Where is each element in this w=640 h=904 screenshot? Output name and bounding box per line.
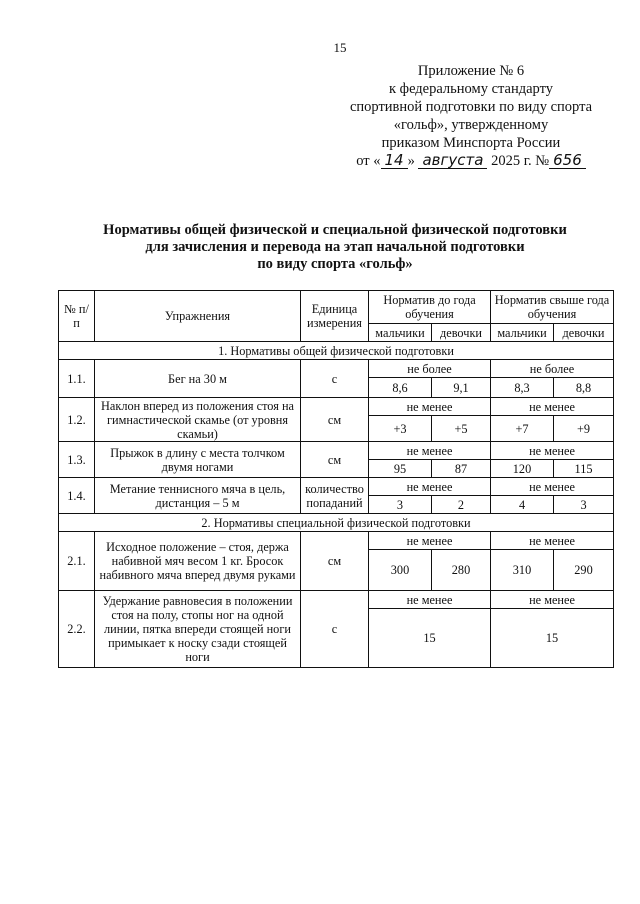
row-condition-1: не менее (369, 442, 491, 460)
appendix-line-3: спортивной подготовки по виду спорта (349, 99, 593, 115)
value-boys-2: 120 (491, 460, 554, 478)
handwritten-day: 14 (381, 152, 408, 169)
row-condition-2: не менее (491, 532, 614, 550)
section-2-heading: 2. Нормативы специальной физической подготовки (59, 514, 614, 532)
value-girls-2: 115 (554, 460, 614, 478)
row-unit: см (301, 532, 369, 591)
row-num: 1.4. (59, 478, 95, 514)
value-boys-2: +7 (491, 416, 554, 442)
row-num: 2.2. (59, 591, 95, 668)
value-boys-1: 3 (369, 496, 432, 514)
document-title (60, 222, 610, 273)
value-boys-2: 310 (491, 550, 554, 591)
header-exercise: Упражнения (95, 291, 301, 342)
header-num: № п/п (59, 291, 95, 342)
value-boys-1: 300 (369, 550, 432, 591)
handwritten-order-number: 656 (549, 152, 586, 169)
row-condition-1: не менее (369, 398, 491, 416)
value-girls-1: 9,1 (432, 378, 491, 398)
value-boys-2: 4 (491, 496, 554, 514)
row-condition-1: не менее (369, 532, 491, 550)
row-num: 1.2. (59, 398, 95, 442)
value-girls-1: 280 (432, 550, 491, 591)
row-unit: см (301, 442, 369, 478)
header-unit: Единица измерения (301, 291, 369, 342)
appendix-line-2: к федеральному стандарту (389, 81, 553, 97)
value-girls-1: 87 (432, 460, 491, 478)
handwritten-month: августа (418, 152, 487, 169)
value-girls-2: 3 (554, 496, 614, 514)
row-condition-2: не менее (491, 398, 614, 416)
value-merged-1: 15 (369, 609, 491, 668)
page-number: 15 (333, 40, 347, 55)
header-group-over-year: Норматив свыше года обучения (491, 291, 614, 324)
row-condition-2: не менее (491, 591, 614, 609)
value-boys-2: 8,3 (491, 378, 554, 398)
title-line-2: для зачисления и перевода на этап начальной подготовки (145, 239, 525, 255)
row-unit: количество попаданий (301, 478, 369, 514)
standards-table (58, 290, 614, 668)
value-girls-1: +5 (432, 416, 491, 442)
row-exercise: Бег на 30 м (95, 360, 301, 398)
appendix-line-5: приказом Минспорта России (381, 135, 561, 151)
row-exercise: Наклон вперед из положения стоя на гимнастической скамье (от уровня скамьи) (95, 398, 301, 442)
row-exercise: Удержание равновесия в положении стоя на полу, стопы ног на одной линии, пятка впереди стоящей ноги примыкает к носку сзади стоящей ноги (95, 591, 301, 668)
value-girls-1: 2 (432, 496, 491, 514)
title-line-3: по виду спорта «гольф» (257, 256, 413, 272)
value-merged-2: 15 (491, 609, 614, 668)
row-condition-1: не менее (369, 591, 491, 609)
date-year: 2025 г. № (491, 153, 550, 169)
row-condition-1: не менее (369, 478, 491, 496)
header-group-first-year: Норматив до года обучения (369, 291, 491, 324)
value-boys-1: 95 (369, 460, 432, 478)
title-line-1: Нормативы общей физической и специальной физической подготовки (103, 222, 567, 238)
value-girls-2: 290 (554, 550, 614, 591)
row-num: 1.1. (59, 360, 95, 398)
section-1-heading: 1. Нормативы общей физической подготовки (59, 342, 614, 360)
value-boys-1: +3 (369, 416, 432, 442)
row-condition-1: не более (369, 360, 491, 378)
appendix-block (330, 62, 612, 170)
row-exercise: Исходное положение – стоя, держа набивной мяч весом 1 кг. Бросок набивного мяча вперед двумя руками (95, 532, 301, 591)
row-unit: с (301, 360, 369, 398)
row-condition-2: не более (491, 360, 614, 378)
appendix-line-1: Приложение № 6 (417, 63, 525, 79)
row-condition-2: не менее (491, 442, 614, 460)
row-num: 2.1. (59, 532, 95, 591)
row-condition-2: не менее (491, 478, 614, 496)
date-prefix: от « (356, 153, 381, 169)
header-boys-2: мальчики (491, 324, 554, 342)
row-num: 1.3. (59, 442, 95, 478)
row-exercise: Метание теннисного мяча в цель, дистанция – 5 м (95, 478, 301, 514)
row-unit: с (301, 591, 369, 668)
header-boys-1: мальчики (369, 324, 432, 342)
value-boys-1: 8,6 (369, 378, 432, 398)
header-girls-2: девочки (554, 324, 614, 342)
date-mid: » (407, 153, 415, 169)
appendix-line-4: «гольф», утвержденному (393, 117, 549, 133)
value-girls-2: 8,8 (554, 378, 614, 398)
appendix-date-line (330, 152, 612, 170)
row-unit: см (301, 398, 369, 442)
header-girls-1: девочки (432, 324, 491, 342)
row-exercise: Прыжок в длину с места толчком двумя ногами (95, 442, 301, 478)
value-girls-2: +9 (554, 416, 614, 442)
